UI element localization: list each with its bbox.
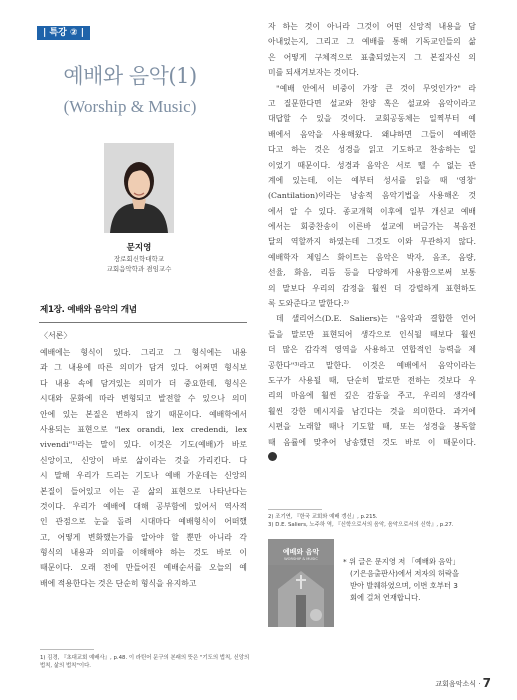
- end-of-article-line: [268, 450, 476, 465]
- body-line: 의 말보다 우리의 감정을 훨씬 더 강렬하게 표현하도: [268, 283, 476, 293]
- body-line: 록 도와준다고 말한다.²⁾: [268, 299, 349, 309]
- body-line: 예배학자 제임스 화이트는 음악은 박자, 음조, 음량,: [268, 252, 476, 262]
- body-line: "예배 안에서 비중이 가장 큰 것이 무엇인가?" 라: [276, 83, 476, 93]
- body-line: 신앙이고, 신앙이 바로 삶이라는 것을 가리킨다. 다: [40, 455, 247, 465]
- publication-name: 교회음악소식 ·: [435, 680, 483, 688]
- serial-note: [343, 556, 483, 604]
- article-title: 예배와 음악(1): [63, 64, 197, 88]
- author-affiliation: [80, 254, 198, 274]
- chapter-divider: [39, 322, 247, 323]
- body-line: 고, 어떻게 변화했는가를 알아야 할 뿐만 아니라 각: [40, 532, 247, 542]
- section-heading: 〈서론〉: [40, 331, 72, 340]
- body-line: 시대와 문화에 따라 변형되고 발전할 수 있으나 의미: [40, 394, 247, 404]
- book-cover-title: 예배와 음악: [282, 548, 320, 556]
- body-line: 다고 하는 것은 성경을 읽고 기도하고 찬송하는 일: [268, 145, 476, 155]
- left-column-body: [40, 345, 247, 591]
- body-line: 인 관점으로 눈을 돌려 시대마다 예배형식이 어떠했: [40, 517, 247, 527]
- article-subtitle: (Worship & Music): [63, 97, 197, 116]
- author-affiliation-line: 장로회신학대학교: [113, 255, 165, 263]
- author-affiliation-line: 교회음악학과 겸임교수: [106, 265, 172, 273]
- body-line: 안에 있는 본질은 변하지 않기 때문이다. 예배학에서: [40, 409, 247, 419]
- body-line: 과 그 내용에 따른 의미가 담겨 있다. 어쩌면 형식보: [40, 363, 247, 373]
- body-line: 계에 있는데, 이는 예부터 성서를 읽을 때 '영창': [268, 175, 476, 185]
- body-line: 은 어떻게 구체적으로 표출되었는지 그 본질자신 의: [268, 52, 476, 62]
- footnote: 1) 김경, 『초대교회 예배사』, p.48. 이 라틴어 문구의 본래의 뜻은 "기도의 법칙, 신앙의: [40, 655, 250, 661]
- body-line: 공한다"³⁾라고 말한다. 이것은 예배에서 음악이라는: [268, 360, 476, 370]
- series-tag: | 특강 ② |: [37, 26, 90, 40]
- footnote: 3) D.E. Saliers, 노주하 역, 『신학으로서의 음악, 음악으로서의 신학』, p.27.: [268, 522, 454, 528]
- body-line: 자 하는 것이 아니라 그것이 어떤 신앙적 내용을 담: [268, 22, 476, 31]
- footnotes-left: [40, 654, 250, 670]
- author-photo: [104, 143, 174, 233]
- body-line: 예배에는 형식이 있다. 그리고 그 형식에는 내용: [40, 348, 247, 357]
- body-line: 이었기 때문이다. 성경과 음악은 서로 뗄 수 없는 관: [268, 160, 476, 170]
- body-line: 훨씬 강한 메시지를 남긴다는 것을 의미한다. 과거에: [268, 406, 476, 416]
- body-line: 형식의 내용과 의미를 이해해야 하는 것도 바로 이: [40, 548, 247, 558]
- body-line: 에서는 회중찬송이 이른바 설교에 버금가는 복음전: [268, 222, 476, 232]
- body-line: 미를 되새겨보자는 것이다.: [268, 68, 359, 78]
- body-line: 고 질문한다면 설교와 찬양 혹은 설교와 음악이라고: [268, 98, 476, 108]
- right-column-body: [268, 19, 476, 465]
- note-line: (기은음출판사)에서 저자의 허락을: [350, 569, 460, 578]
- body-line: 시 말해 우리가 드리는 기도나 예배 가운데는 신앙의: [40, 471, 247, 481]
- footnote-divider: [40, 649, 94, 650]
- footnote: 법칙, 삶의 법칙"이다.: [40, 663, 91, 669]
- body-line: 대답할 수 있을 것이다. 교회공동체는 일찍부터 예: [268, 114, 476, 124]
- note-line: 회에 걸쳐 연재합니다.: [350, 593, 421, 602]
- note-line: * 위 글은 문지영 저 「예배와 음악」: [343, 557, 460, 566]
- body-line: 들을 말로만 표현되어 생각으로 인식될 때보다 훨씬: [268, 329, 476, 339]
- body-line: 에서 알 수 있다. 종교개혁 이후에 일부 개신교 예배: [268, 206, 476, 216]
- page-number: 7: [482, 676, 491, 690]
- footnote: 2) 조기연, 『한국 교회와 예배 갱신』, p.215.: [268, 514, 378, 520]
- body-line: vivendi"¹⁾라는 말이 있다. 이것은 기도(예배)가 바로: [40, 440, 247, 450]
- body-line: 다 내용 속에 담겨있는 의미가 더 중요한데, 형식은: [40, 378, 247, 388]
- body-line: 배에서 음악을 사용해왔다. 왜냐하면 그들이 예배한: [268, 129, 476, 139]
- book-cover-image: [268, 539, 334, 627]
- end-mark-icon: [268, 452, 277, 461]
- body-line: 아내었는지, 그리고 그 예배를 통해 기독교인들의 삶: [268, 37, 476, 47]
- body-line: 도구가 사용될 때, 단순히 말로만 전하는 것보다 우: [268, 375, 476, 385]
- author-name: 문지영: [126, 243, 152, 253]
- body-line: 데 샐리어스(D.E. Saliers)는 "음악과 결합한 언어: [276, 314, 476, 324]
- body-line: 리의 마음에 훨씬 깊은 감동을 주고, 우리의 생각에: [268, 391, 476, 401]
- body-line: 때문이다. 오래 전에 만들어진 예배순서를 오늘의 예: [40, 563, 247, 573]
- body-line: 더 많은 감각적 영역을 사용하고 연합적인 능력을 제: [268, 345, 476, 355]
- body-line: 배에 적용한다는 것은 단순히 형식을 유지하고: [40, 578, 197, 588]
- body-line: 사용되는 표현으로 "lex orandi, lex credendi, lex: [40, 424, 247, 434]
- body-line: 것이다. 우리가 예배에 대해 공부함에 있어서 역사적: [40, 501, 247, 511]
- body-line: 달의 역할까지 하였는데 그것도 이와 무관하지 않다.: [268, 237, 476, 247]
- body-line: 때 음률에 맞추어 낭송했던 것도 바로 이 때문이다.: [268, 437, 476, 447]
- chapter-heading: 제1장. 예배와 음악의 개념: [40, 305, 137, 315]
- footnote-divider: [268, 509, 322, 510]
- body-line: 시편을 노래할 때나 기도할 때, 또는 성경을 봉독할: [268, 422, 476, 432]
- note-line: 받아 발췌하였으며, 이번 호부터 3: [350, 581, 458, 590]
- book-cover-subtitle: WORSHIP & MUSIC: [284, 557, 318, 561]
- body-line: 선율, 화음, 리듬 등을 다양하게 사용함으로써 보통: [268, 268, 476, 278]
- body-line: (Cantilation)이라는 낭송적 음악기법을 사용해온 것: [268, 191, 476, 201]
- body-line: 본질이 들어있고 이는 곧 삶의 표현으로 나타난다는: [40, 486, 247, 496]
- footnotes-right: [268, 513, 478, 529]
- page-footer: [435, 676, 491, 690]
